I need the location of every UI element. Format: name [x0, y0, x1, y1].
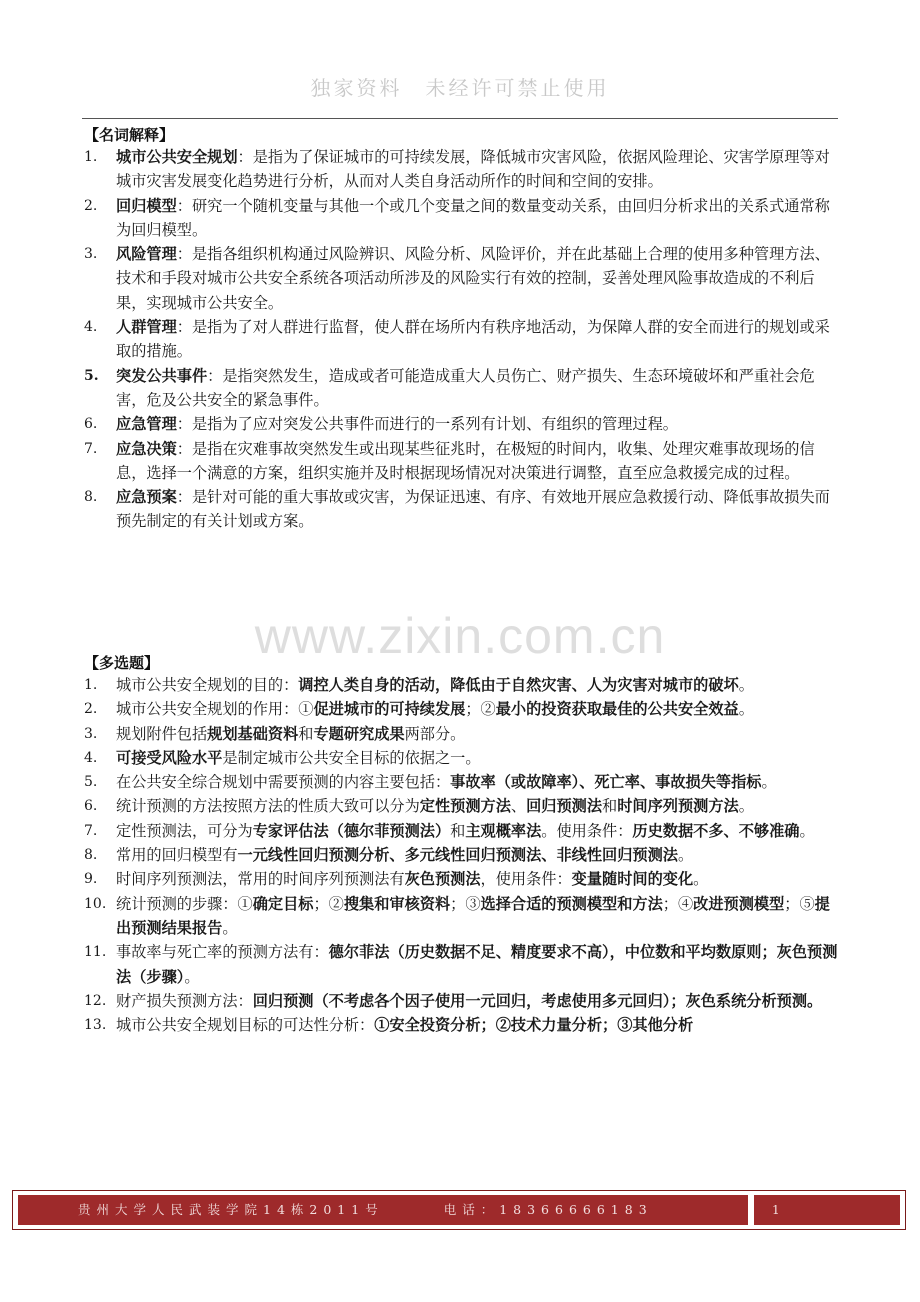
list-item — [84, 989, 844, 1013]
item-text-plain: 城市公共安全规划的目的： — [116, 676, 299, 694]
item-number: 4. — [84, 319, 98, 336]
list-item — [84, 1013, 844, 1037]
list-item — [84, 315, 844, 364]
item-text-bold: 城市公共安全规划 — [116, 148, 238, 166]
item-number: 10. — [84, 895, 107, 912]
item-text — [116, 1016, 693, 1034]
footer-address: 贵州大学人民武装学院14栋2011号 — [78, 1202, 384, 1217]
list-item — [84, 843, 844, 867]
item-number: 8. — [84, 489, 98, 506]
item-number: 13. — [84, 1017, 107, 1034]
item-text-plain: 财产损失预测方法： — [116, 991, 253, 1010]
item-text — [116, 245, 830, 312]
item-text — [116, 773, 777, 791]
item-text-bold: 时间序列预测方法 — [617, 797, 739, 816]
item-text-plain: ：是指为了保证城市的可持续发展，降低城市灾害风险，依据风险理论、灾害学原理等对城市灾害发展变化趋势进行分析，从而对人类自身活动所作的时间和空间的安排。 — [116, 148, 830, 191]
item-number: 2. — [84, 701, 98, 718]
item-text-bold: 改进预测模型 — [693, 894, 785, 913]
item-text-plain: 。使用条件： — [541, 821, 633, 840]
item-number: 4. — [84, 749, 98, 766]
item-text-plain: ：研究一个随机变量与其他一个或几个变量之间的数量变动关系，由回归分析求出的关系式通常称为回归模型。 — [116, 196, 830, 239]
list-item — [84, 485, 844, 534]
item-text — [116, 440, 815, 482]
item-number: 12. — [84, 992, 107, 1009]
item-text — [116, 488, 830, 530]
item-text-plain: 、 — [510, 797, 527, 816]
item-text-plain: ：是指各组织机构通过风险辨识、风险分析、风险评价，并在此基础上合理的使用多种管理方法、技术和手段对城市公共安全系统各项活动所涉及的风险实行有效的控制，妥善处理风险事故造成的不利后果，实现城市公共安全。 — [116, 245, 830, 312]
item-text-bold: 灰色预测法 — [404, 870, 481, 889]
item-text-plain: 。 — [799, 821, 815, 840]
item-text-bold: 应急决策 — [116, 439, 177, 458]
item-text — [116, 870, 708, 888]
list-item — [84, 412, 844, 436]
item-text — [116, 822, 815, 840]
item-text — [116, 846, 693, 864]
item-text-plain: 和 — [602, 797, 618, 816]
list-item — [84, 437, 844, 486]
item-number: 8. — [84, 847, 98, 864]
list-item — [84, 242, 844, 315]
item-text-plain: 常用的回归模型有 — [116, 846, 238, 865]
item-text-plain: ：是指为了对人群进行监督，使人群在场所内有秩序地活动，为保障人群的安全而进行的规划或采取的措施。 — [116, 318, 830, 361]
section-title-definitions: 【名词解释】 — [84, 126, 175, 144]
item-text — [116, 197, 830, 239]
item-text-plain: ：是针对可能的重大事故或灾害，为保证迅速、有序、有效地开展应急救援行动、降低事故损失而预先制定的有关计划或方案。 — [116, 488, 830, 531]
item-text-bold: 风险管理 — [116, 245, 177, 264]
item-text-bold: 规划基础资料 — [207, 724, 299, 743]
item-text-bold: 人群管理 — [116, 318, 177, 337]
page-number: 1 — [754, 1195, 900, 1225]
list-item — [84, 145, 844, 194]
item-text-bold: 一元线性回归预测分析、多元线性回归预测法、非线性回归预测法 — [237, 846, 678, 865]
item-text-bold: 应急预案 — [116, 488, 177, 507]
item-text-plain: ；④ — [662, 894, 694, 913]
item-text — [116, 943, 837, 985]
item-text — [116, 318, 830, 360]
item-number: 11. — [84, 944, 107, 961]
item-text-plain: 统计预测的步骤：① — [116, 894, 253, 913]
footer-phone: 电话：18366666183 — [443, 1202, 653, 1217]
list-item — [84, 746, 844, 770]
item-text-bold: 德尔菲法（历史数据不足、精度要求不高），中位数和平均数原则；灰色预测法（步骤） — [116, 943, 838, 986]
item-number: 7. — [84, 440, 98, 457]
list-item — [84, 722, 844, 746]
item-text-plain: ，使用条件： — [480, 870, 572, 889]
item-text-plain: 。 — [738, 676, 754, 694]
item-number: 7. — [84, 822, 98, 839]
definitions-list — [84, 145, 844, 534]
item-text-plain: ：是指在灾难事故突然发生或出现某些征兆时，在极短的时间内，收集、处理灾难事故现场的信息，选择一个满意的方案，组织实施并及时根据现场情况对决策进行调整，直至应急救援完成的过程。 — [116, 439, 815, 482]
item-text-bold: 事故率（或故障率）、死亡率、事故损失等指标 — [450, 773, 762, 792]
item-text-bold: 促进城市的可持续发展 — [313, 700, 466, 719]
item-text-plain: 和 — [450, 821, 466, 840]
list-item — [84, 697, 844, 721]
item-number: 5. — [84, 367, 99, 384]
list-item — [84, 673, 844, 697]
item-number: 1. — [84, 149, 98, 165]
item-text — [116, 725, 465, 743]
list-item — [84, 770, 844, 794]
item-text-bold: 提出预测结果报告 — [116, 894, 830, 937]
item-number: 9. — [84, 871, 98, 888]
item-text-plain: 时间序列预测法，常用的时间序列预测法有 — [116, 870, 405, 889]
item-text-bold: 可接受风险水平 — [116, 748, 223, 767]
list-item — [84, 867, 844, 891]
section-title-multiple-choice: 【多选题】 — [84, 654, 160, 672]
item-text-plain: 。 — [184, 967, 200, 986]
item-text-plain: ；② — [313, 894, 344, 913]
list-item — [84, 794, 844, 818]
item-number: 6. — [84, 798, 98, 815]
item-text-plain: 事故率与死亡率的预测方法有： — [116, 943, 329, 962]
item-text — [116, 415, 678, 433]
item-text-bold: 回归预测（不考虑各个因子使用一元回归，考虑使用多元回归）；灰色系统分析预测。 — [252, 991, 823, 1010]
item-text-plain: 统计预测的方法按照方法的性质大致可以分为 — [116, 797, 420, 816]
item-text-bold: 确定目标 — [252, 894, 314, 913]
item-text-bold: ①安全投资分析；②技术力量分析；③其他分析 — [374, 1016, 694, 1035]
item-text-plain: 是制定城市公共安全目标的依据之一。 — [222, 748, 481, 767]
header-notice: 独家资料 未经许可禁止使用 — [310, 76, 610, 100]
footer-contact — [18, 1195, 748, 1225]
item-text-bold: 主观概率法 — [465, 821, 542, 840]
item-text-bold: 搜集和审核资料 — [343, 894, 451, 913]
item-text-bold: 回归预测法 — [526, 797, 602, 816]
header-divider — [82, 118, 838, 119]
item-text — [116, 148, 830, 190]
item-text-bold: 选择合适的预测模型和方法 — [480, 894, 663, 913]
item-text-plain: 。 — [738, 797, 754, 816]
item-text-plain: 规划附件包括 — [116, 724, 208, 743]
item-text-bold: 专家评估法（德尔菲预测法） — [252, 821, 451, 840]
item-text-plain: 两部分。 — [404, 724, 466, 743]
item-number: 3. — [84, 725, 98, 742]
item-text-bold: 变量随时间的变化 — [571, 870, 694, 889]
list-item — [84, 194, 844, 243]
item-text — [116, 676, 754, 694]
item-text-plain: 。 — [761, 773, 777, 792]
item-text-plain: 在公共安全综合规划中需要预测的内容主要包括： — [116, 773, 451, 792]
item-text-plain: ：是指为了应对突发公共事件而进行的一系列有计划、有组织的管理过程。 — [176, 415, 678, 434]
item-text — [116, 895, 830, 937]
list-item — [84, 940, 844, 989]
watermark: www.zixin.com.cn — [254, 608, 666, 664]
item-text — [116, 367, 815, 409]
item-text-bold: 应急管理 — [116, 415, 177, 434]
item-text-plain: 和 — [298, 724, 314, 743]
item-text-plain: ；② — [465, 700, 496, 719]
item-text-bold: 回归模型 — [116, 196, 177, 215]
item-text-bold: 专题研究成果 — [313, 724, 405, 743]
item-text — [116, 992, 822, 1010]
item-text-bold: 突发公共事件 — [116, 366, 208, 385]
item-number: 5. — [84, 774, 98, 791]
item-text-plain: 城市公共安全规划的作用：① — [116, 700, 314, 719]
list-item — [84, 819, 844, 843]
item-text-bold: 调控人类自身的活动，降低由于自然灾害、人为灾害对城市的破坏 — [298, 676, 739, 694]
item-text — [116, 749, 481, 767]
item-text — [116, 700, 754, 718]
item-text-plain: 城市公共安全规划目标的可达性分析： — [116, 1016, 375, 1035]
item-text-bold: 定性预测方法 — [419, 797, 511, 816]
item-text — [116, 797, 754, 815]
item-text-plain: 。 — [677, 846, 694, 865]
item-text-plain: 定性预测法，可分为 — [116, 821, 253, 840]
list-item — [84, 892, 844, 941]
item-number: 6. — [84, 416, 98, 433]
item-text-plain: ；⑤ — [784, 894, 815, 913]
item-number: 1. — [84, 677, 98, 693]
item-text-bold: 最小的投资获取最佳的公共安全效益 — [495, 700, 739, 719]
item-number: 3. — [84, 246, 98, 263]
item-text-plain: 。 — [693, 870, 709, 889]
item-text-bold: 历史数据不多、不够准确 — [632, 821, 800, 840]
item-text-plain: ：是指突然发生，造成或者可能造成重大人员伤亡、财产损失、生态环境破坏和严重社会危害，危及公共安全的紧急事件。 — [116, 366, 815, 409]
item-text-plain: ；③ — [450, 894, 481, 913]
footer-bar — [12, 1190, 906, 1230]
item-text-plain: 。 — [222, 918, 238, 937]
list-item — [84, 364, 844, 413]
item-number: 2. — [84, 197, 98, 214]
multiple-choice-list — [84, 673, 844, 1037]
item-text-plain: 。 — [738, 700, 754, 719]
